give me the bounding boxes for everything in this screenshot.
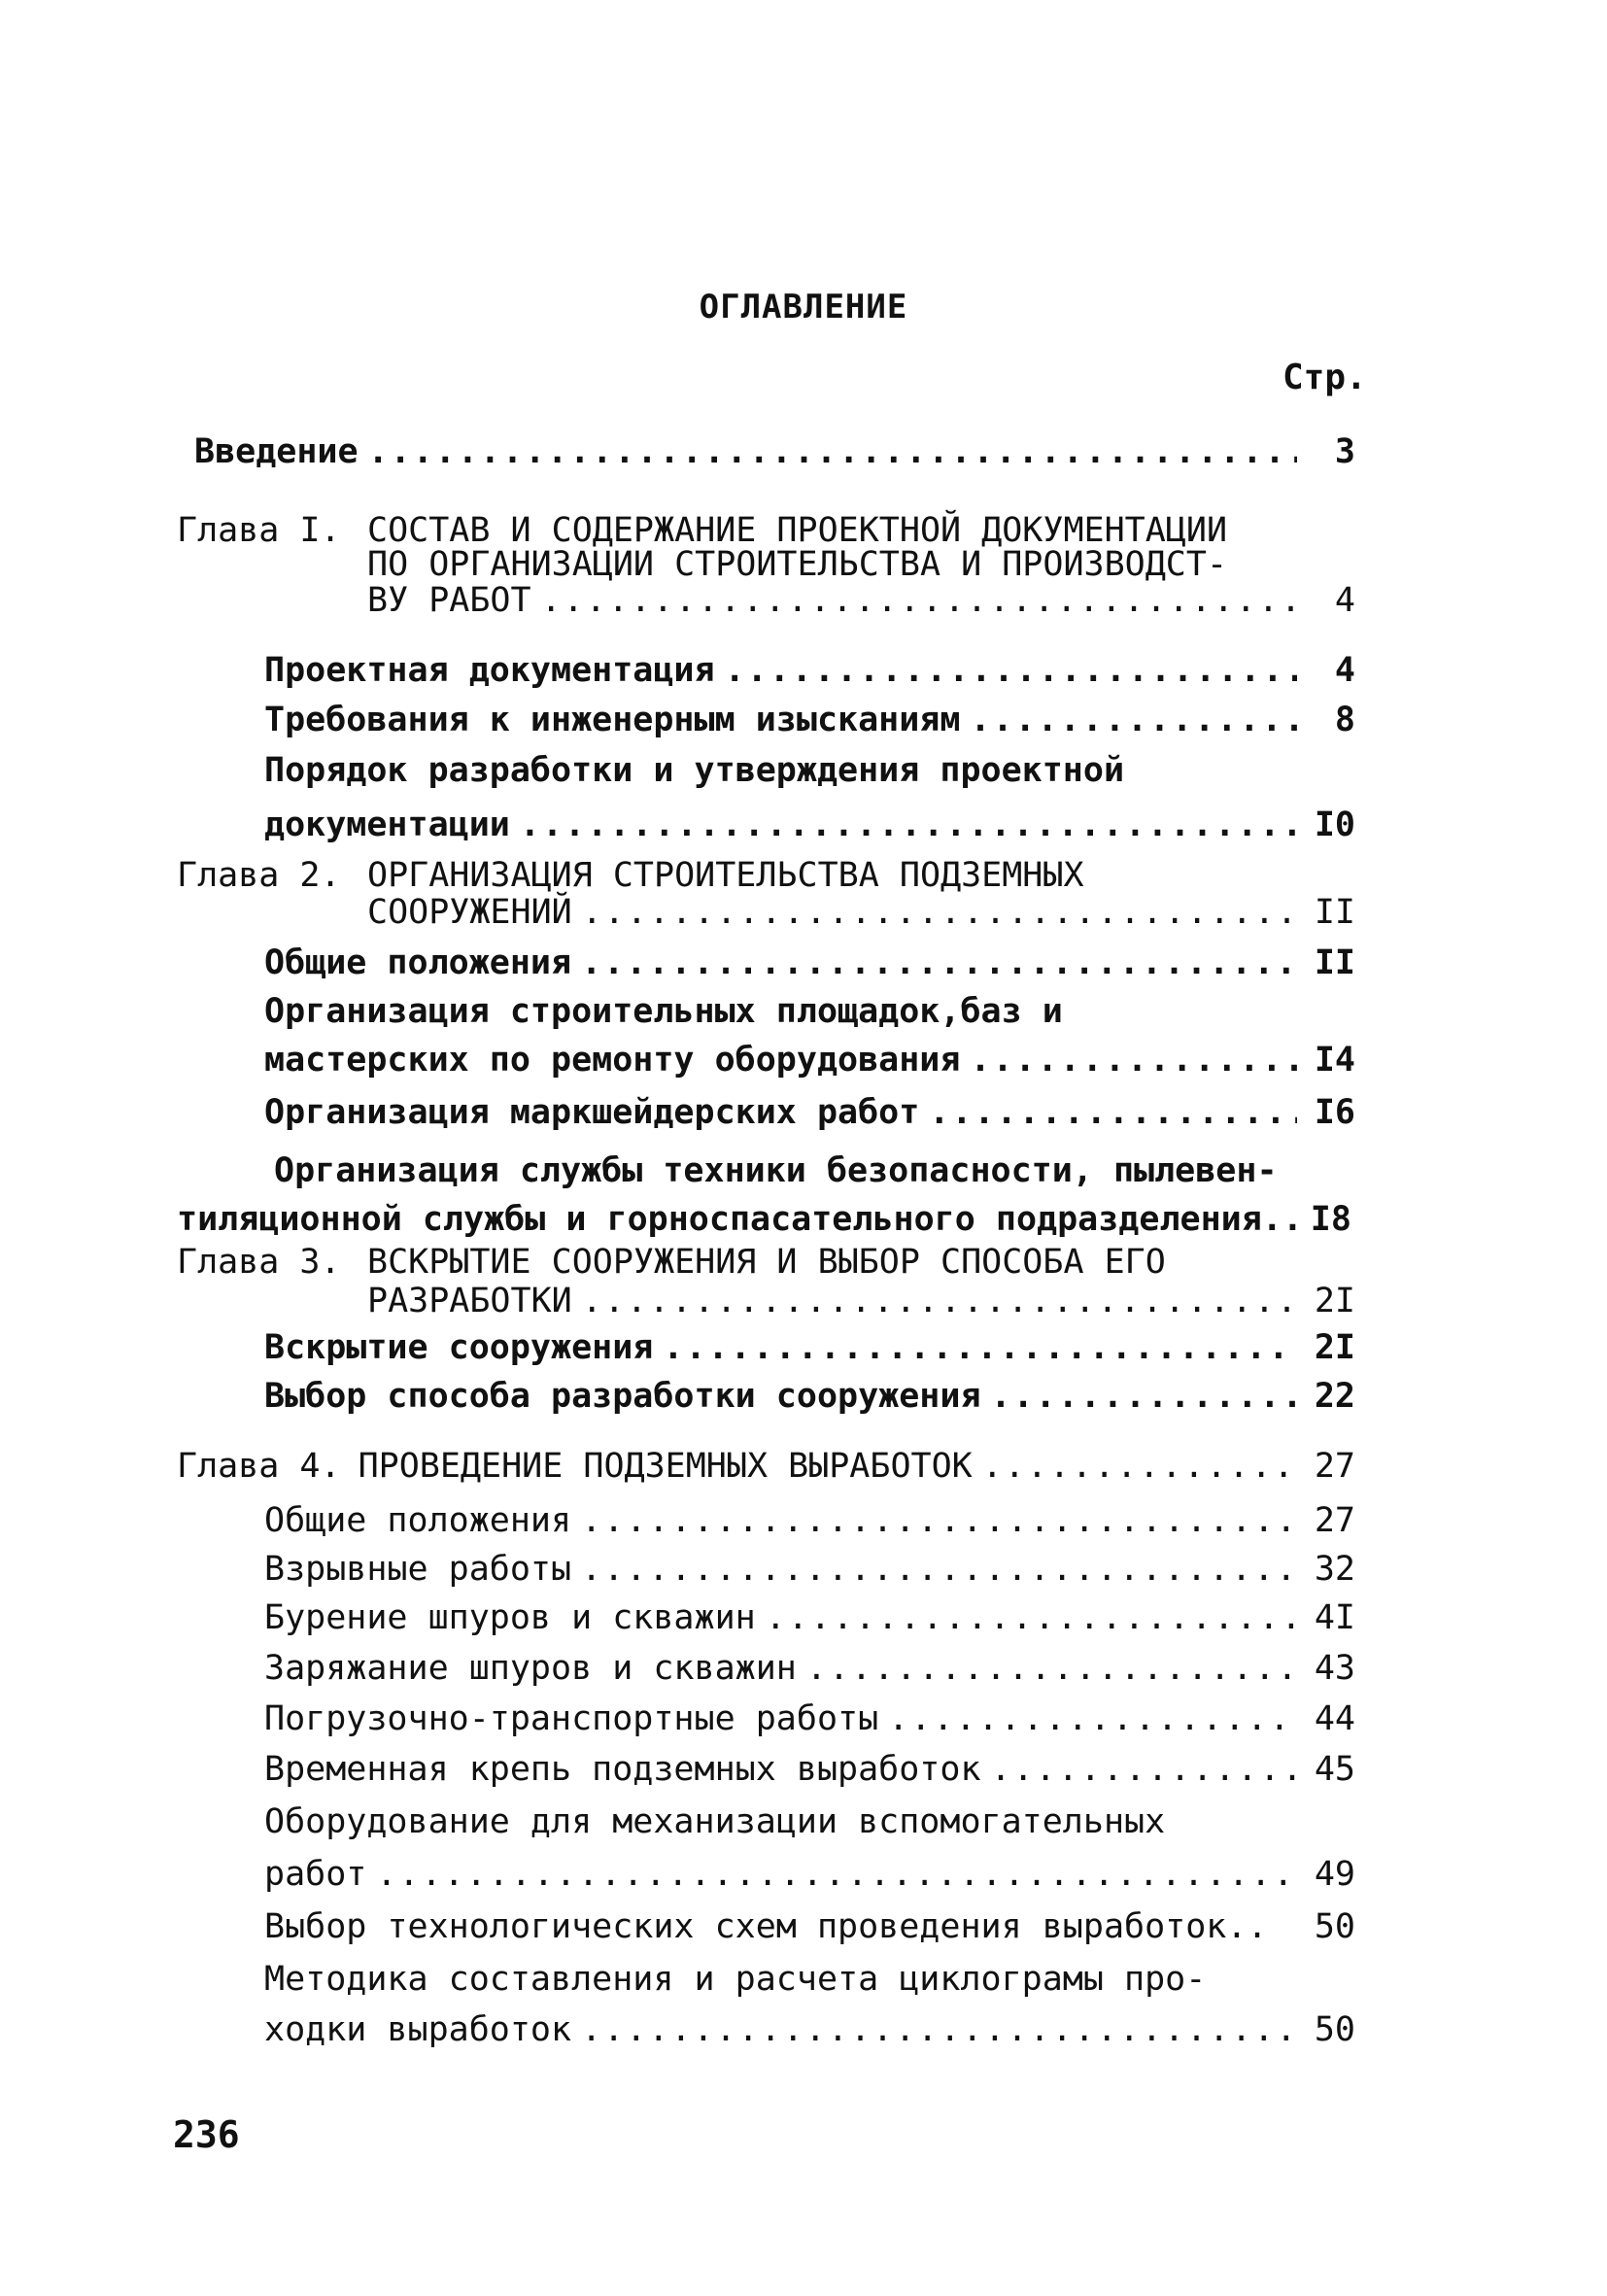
toc-entry-title: ходки выработок	[264, 2010, 572, 2049]
chapter-2-label: Глава 2.	[177, 856, 341, 895]
toc-entry-title: Временная крепь подземных выработок	[264, 1750, 981, 1789]
toc-entry	[264, 1325, 1355, 1370]
toc-entry-title: Организация маркшейдерских работ	[264, 1093, 920, 1132]
toc-entry-title: ВУ РАБОТ	[367, 581, 531, 620]
toc-entry	[264, 1646, 1355, 1691]
chapter-3-label: Глава 3.	[177, 1243, 341, 1282]
toc-entry	[264, 803, 1355, 847]
toc-entry-page: 22	[1314, 1377, 1355, 1416]
toc-entry	[264, 1747, 1355, 1792]
dot-leader	[581, 941, 1297, 985]
chapter-4-title-line: ПРОВЕДЕНИЕ ПОДЗЕМНЫХ ВЫРАБОТОК	[358, 1447, 973, 1486]
toc-entry-title: Введение	[194, 432, 359, 471]
toc-entry-title: Погрузочно-транспортные работы	[264, 1699, 879, 1738]
toc-entry-page: 8	[1334, 701, 1355, 739]
dot-leader	[376, 1852, 1297, 1897]
toc-entry-page: 32	[1314, 1550, 1355, 1589]
toc-entry-page: II	[1314, 893, 1355, 932]
toc-entry-title: Выбор технологических схем проведения выработок..	[264, 1907, 1268, 1946]
dot-leader	[888, 1696, 1297, 1741]
chapter-1-label: Глава I.	[177, 511, 341, 550]
toc-entry-page: 49	[1314, 1855, 1355, 1894]
toc-entry	[264, 698, 1355, 742]
toc-entry-title: Заряжание шпуров и скважин	[264, 1649, 797, 1688]
toc-entry-page: II	[1314, 943, 1355, 982]
toc-entry-title-line: Организация службы техники безопасности, пылевен-	[274, 1151, 1278, 1190]
chapter-2-title-line: ОРГАНИЗАЦИЯ СТРОИТЕЛЬСТВА ПОДЗЕМНЫХ	[367, 856, 1084, 895]
toc-entry-title: мастерских по ремонту оборудования	[264, 1041, 961, 1079]
dot-leader	[806, 1646, 1297, 1691]
dot-leader	[663, 1325, 1297, 1370]
toc-entry	[264, 941, 1355, 985]
toc-entry	[264, 1090, 1355, 1135]
toc-entry-page: 3	[1334, 432, 1355, 471]
toc-entry-title: Взрывные работы	[264, 1550, 572, 1589]
toc-entry-title: документации	[264, 805, 510, 844]
dot-leader	[520, 803, 1297, 847]
toc-entry-title: Выбор способа разработки сооружения	[264, 1377, 981, 1416]
toc-entry-title-line: Методика составления и расчета циклограмы про-	[264, 1960, 1207, 1999]
toc-entry-page: 2I	[1314, 1282, 1355, 1320]
toc-entry-title: тиляционной службы и горноспасательного подразделения..	[177, 1200, 1303, 1239]
toc-entry	[264, 1595, 1355, 1640]
toc-entry-chapter-3	[367, 1279, 1355, 1323]
toc-entry-page: 50	[1314, 2010, 1355, 2049]
toc-entry	[264, 1852, 1355, 1897]
toc-entry-page: 43	[1314, 1649, 1355, 1688]
dot-leader	[368, 429, 1297, 474]
toc-entry-page: I4	[1314, 1041, 1355, 1079]
toc-entry-title: Общие положения	[264, 943, 572, 982]
toc-entry	[264, 1498, 1355, 1543]
toc-entry-page: I0	[1314, 805, 1355, 844]
dot-leader	[541, 578, 1297, 623]
toc-entry-page: 50	[1314, 1907, 1355, 1946]
toc-entry-page: 27	[1314, 1501, 1355, 1540]
dot-leader	[766, 1595, 1297, 1640]
dot-leader	[929, 1090, 1297, 1135]
toc-entry-page: 4	[1334, 651, 1355, 690]
toc-entry	[264, 1374, 1355, 1419]
dot-leader	[970, 1038, 1297, 1082]
toc-entry-page: 45	[1314, 1750, 1355, 1789]
toc-entry-title-line: Оборудование для механизации вспомогательных	[264, 1802, 1166, 1841]
toc-entry	[264, 648, 1355, 693]
dot-leader	[582, 1279, 1297, 1323]
chapter-4-label: Глава 4.	[177, 1447, 341, 1486]
toc-entry	[177, 1197, 1355, 1242]
dot-leader	[991, 1747, 1297, 1792]
chapter-1-title-line: СОСТАВ И СОДЕРЖАНИЕ ПРОЕКТНОЙ ДОКУМЕНТАЦИИ	[367, 511, 1228, 550]
toc-entry-page: 4I	[1314, 1598, 1355, 1637]
toc-entry-chapter-1	[367, 578, 1355, 623]
dot-leader	[581, 2007, 1297, 2052]
toc-entry-title: РАЗРАБОТКИ	[367, 1282, 572, 1320]
dot-leader	[582, 890, 1297, 935]
toc-entry-title-line: Порядок разработки и утверждения проектной	[264, 751, 1125, 790]
chapter-3-title-line: ВСКРЫТИЕ СООРУЖЕНИЯ И ВЫБОР СПОСОБА ЕГО	[367, 1243, 1166, 1282]
document-title: ОГЛАВЛЕНИЕ	[699, 288, 908, 326]
toc-entry-page: I6	[1314, 1093, 1355, 1132]
toc-entry-page: 27	[1314, 1447, 1355, 1486]
toc-entry-title: Бурение шпуров и скважин	[264, 1598, 756, 1637]
toc-entry-chapter-2	[367, 890, 1355, 935]
toc-entry-title: Общие положения	[264, 1501, 572, 1540]
page-column-header: Стр.	[1282, 358, 1367, 397]
dot-leader	[991, 1374, 1297, 1419]
dot-leader	[982, 1444, 1297, 1489]
toc-entry-chapter-4	[177, 1444, 1355, 1489]
toc-entry-title: Требования к инженерным изысканиям	[264, 701, 961, 739]
toc-entry	[264, 1904, 1355, 1949]
toc-entry-title-line: Организация строительных площадок,баз и	[264, 992, 1063, 1031]
dot-leader	[970, 698, 1297, 742]
toc-entry-title: работ	[264, 1855, 367, 1894]
dot-leader	[581, 1547, 1297, 1592]
page-number: 236	[173, 2113, 240, 2156]
toc-entry-page: 44	[1314, 1699, 1355, 1738]
toc-entry-page: 2I	[1314, 1328, 1355, 1367]
toc-entry	[264, 1038, 1355, 1082]
toc-entry-page: 4	[1334, 581, 1355, 620]
dot-leader	[725, 648, 1297, 693]
toc-entry	[264, 1696, 1355, 1741]
toc-entry-title: СООРУЖЕНИЙ	[367, 893, 572, 932]
toc-entry-title: Проектная документация	[264, 651, 715, 690]
toc-entry-page: I8	[1310, 1200, 1351, 1239]
toc-entry	[264, 1547, 1355, 1592]
toc-entry-intro	[194, 429, 1355, 474]
toc-entry	[264, 2007, 1355, 2052]
toc-entry-title: Вскрытие сооружения	[264, 1328, 654, 1367]
dot-leader	[581, 1498, 1297, 1543]
chapter-1-title-line: ПО ОРГАНИЗАЦИИ СТРОИТЕЛЬСТВА И ПРОИЗВОДСТ-	[367, 545, 1228, 584]
